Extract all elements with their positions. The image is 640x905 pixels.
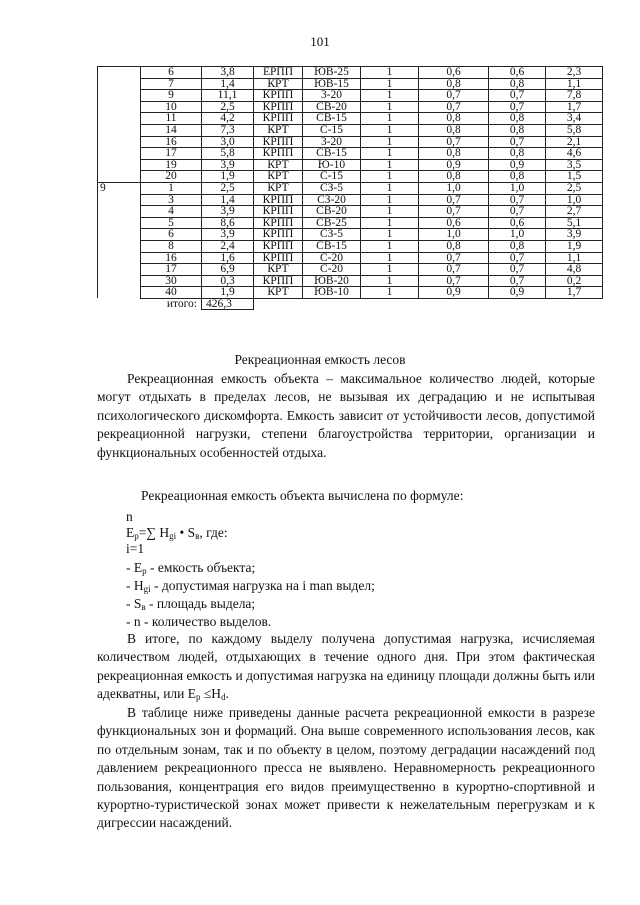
table-cell: 3-20 [303,90,361,102]
table-cell: 0,7 [489,206,546,218]
table-cell: КРТ [254,287,303,299]
table-cell: 1,7 [546,101,603,113]
table-cell: 1,5 [546,171,603,183]
table-cell: КРПП [254,101,303,113]
table-row [98,206,603,218]
table-cell: 2,5 [202,182,254,194]
table-cell: 1 [361,113,419,125]
table-cell: 11,1 [202,90,254,102]
table-row [98,113,603,125]
table-cell: 0,8 [489,78,546,90]
table-cell: С-15 [303,171,361,183]
table-cell: 0,8 [419,78,489,90]
table-cell: 3-20 [303,136,361,148]
table-cell: 0,6 [489,67,546,79]
table-cell: 4,6 [546,148,603,160]
table-cell-group [98,78,141,90]
table-cell: 17 [141,264,202,276]
table-cell: 1 [361,194,419,206]
table-cell: 5 [141,217,202,229]
table-cell: 1 [361,136,419,148]
definition-item: - $Н_{gi}$ - допустимая нагрузка на i man выдел; [126,578,375,594]
formula-intro: Рекреационная емкость объекта вычислена по формуле: [141,488,464,503]
table-row [98,148,603,160]
table-cell: 4 [141,206,202,218]
table-cell: 1 [361,148,419,160]
table-cell: 3,4 [546,113,603,125]
table-cell-group [98,264,141,276]
table-cell: 3,9 [546,229,603,241]
table-cell: 4,2 [202,113,254,125]
table-row [98,78,603,90]
table-cell-group [98,113,141,125]
table-cell: СВ-15 [303,148,361,160]
table-cell: 40 [141,287,202,299]
table-cell: 14 [141,124,202,136]
table-cell-group [98,124,141,136]
table-cell: 6,9 [202,264,254,276]
table-cell: 16 [141,252,202,264]
table-cell-group [98,217,141,229]
table-cell: 1 [361,287,419,299]
table-cell: 0,9 [419,287,489,299]
table-cell: 3,9 [202,159,254,171]
table-cell: С-20 [303,264,361,276]
formula-expression: $Е_р=\sum$ $Н_{gi}$ • $S_в$, где: [126,525,228,541]
table-cell: КРТ [254,159,303,171]
table-cell: КРТ [254,264,303,276]
table-cell: 3 [141,194,202,206]
table-cell: 1 [361,275,419,287]
table-cell: 1 [361,240,419,252]
table-cell: 3,9 [202,229,254,241]
table-cell: 2,3 [546,67,603,79]
table-cell-group [98,148,141,160]
table-cell: 1 [141,182,202,194]
table-cell: 1 [361,217,419,229]
table-cell: 0,7 [489,101,546,113]
table-cell: 6 [141,67,202,79]
table-cell: 1 [361,264,419,276]
table-cell: 0,7 [489,252,546,264]
table-cell: 0,7 [419,264,489,276]
table-cell: 1,9 [202,287,254,299]
table-row [98,67,603,79]
definition-item: - $S_в$ - площадь выдела; [126,596,256,612]
paragraph-result: В итоге, по каждому выделу получена допустимая нагрузка, исчисляемая количеством людей, отдыхающих в течение одного дня. При этом фактическая рекреационная емкость и допустимая нагрузка на единицу площади должны быть или адекватны, или $Е_р \le Н_d$. [97,631,595,703]
table-total-row [98,298,603,310]
paragraph-table-note: В таблице ниже приведены данные расчета рекреационной емкости в разрезе функциональных зон и формаций. Она выше современного использования лесов, как по отдельным зонам, так и по объекту в целом, поэтому деградации насаждений под давлением рекреационного пресса не выявлено. Неравномерность рекреационного пользования, концентрация его видов преимущественно в курортно-спортивной и курортно-туристической зонах может привести к нежелательным перегрузкам и к дигрессии насаждений. [97,705,595,831]
table-cell: 1,0 [489,229,546,241]
table-cell: 0,8 [489,124,546,136]
table-cell: 3,8 [202,67,254,79]
table-cell-group [98,194,141,206]
table-cell: 5,1 [546,217,603,229]
table-cell: 0,8 [419,171,489,183]
table-cell: 2,1 [546,136,603,148]
table-cell: ЮВ-20 [303,275,361,287]
table-cell: 0,7 [489,275,546,287]
table-cell: 1 [361,124,419,136]
table-row [98,182,603,194]
table-cell: 1 [361,182,419,194]
table-cell: 0,9 [489,287,546,299]
table-cell: СЗ-5 [303,182,361,194]
table-cell: КРТ [254,171,303,183]
table-cell: 0,7 [489,90,546,102]
table-row [98,217,603,229]
table-cell: 1 [361,252,419,264]
table-cell-group: 9 [98,182,141,194]
table-row [98,90,603,102]
table-cell-group [98,240,141,252]
table-cell: 1,9 [546,240,603,252]
table-cell: 0,8 [489,148,546,160]
table-cell: 1 [361,67,419,79]
table-cell-group [98,229,141,241]
table-cell: КРПП [254,206,303,218]
table-cell: 0,8 [489,171,546,183]
table-cell: 20 [141,171,202,183]
table-cell: СВ-15 [303,240,361,252]
table-cell: 1 [361,78,419,90]
table-cell: КРТ [254,78,303,90]
table-cell: 17 [141,148,202,160]
table-cell: 19 [141,159,202,171]
table-cell: 8,6 [202,217,254,229]
table-cell: 2,5 [202,101,254,113]
table-cell: 0,7 [419,252,489,264]
table-cell: 0,6 [419,67,489,79]
definition-item: - n - количество выделов. [126,614,272,629]
table-cell: КРПП [254,113,303,125]
table-cell: КРПП [254,252,303,264]
table-cell: 16 [141,136,202,148]
table-cell: 6 [141,229,202,241]
table-cell: ЕРПП [254,67,303,79]
table-cell: КРПП [254,229,303,241]
table-cell-group [98,159,141,171]
table-row [98,194,603,206]
table-cell: 0,8 [489,113,546,125]
table-row [98,136,603,148]
page-number: 101 [310,34,330,49]
table-cell: СВ-20 [303,101,361,113]
table-row [98,124,603,136]
table-cell-group [98,275,141,287]
table-cell: КРПП [254,90,303,102]
table-cell: 0,8 [489,240,546,252]
table-cell: 3,5 [546,159,603,171]
paragraph-definition: Рекреационная емкость объекта – максимальное количество людей, которые могут отдыхать в пределах лесов, не вызывая их деградацию и не испытывая психологического дискомфорта. Емкость зависит от устойчивости лесов, допустимой рекреационной нагрузки, степени благоустройства территории, организации и функциональных особенностей отдыха. [97,371,595,460]
table-cell: ЮВ-10 [303,287,361,299]
table-cell: 0,6 [489,217,546,229]
table-cell: КРПП [254,275,303,287]
table-cell: 0,9 [489,159,546,171]
table-cell: 0,7 [489,136,546,148]
table-cell: СВ-25 [303,217,361,229]
formula-upper-limit: n [126,509,133,524]
table-cell: 0,9 [419,159,489,171]
table-cell: 0,7 [419,206,489,218]
data-table [97,66,603,310]
table-cell: 1,0 [546,194,603,206]
table-cell: 1 [361,159,419,171]
table-cell-group [98,136,141,148]
table-cell: СЗ-20 [303,194,361,206]
table-cell-group [98,171,141,183]
table-row [98,264,603,276]
table-cell: 2,5 [546,182,603,194]
table-cell: КРПП [254,217,303,229]
table-cell-group [98,101,141,113]
table-cell: 1,6 [202,252,254,264]
table-cell: 1,9 [202,171,254,183]
table-cell: 0,7 [419,90,489,102]
section-heading: Рекреационная емкость лесов [234,352,406,367]
table-cell-group [98,90,141,102]
table-cell: 1 [361,171,419,183]
table-cell: КРПП [254,136,303,148]
table-cell: 1,4 [202,78,254,90]
formula-lower-limit: i=1 [126,541,145,556]
table-cell: 1,0 [419,182,489,194]
table-cell: 1,4 [202,194,254,206]
table-cell: 0,8 [419,240,489,252]
table-cell: 7,8 [546,90,603,102]
table-cell: 3,9 [202,206,254,218]
table-cell: 7,3 [202,124,254,136]
table-cell: 7 [141,78,202,90]
table-cell: КРПП [254,148,303,160]
table-cell: 0,7 [419,136,489,148]
table-row [98,240,603,252]
total-value: 426,3 [202,298,254,310]
table-cell: 1 [361,90,419,102]
table-row [98,252,603,264]
table-cell: КРПП [254,194,303,206]
table-row [98,229,603,241]
table-cell: 0,3 [202,275,254,287]
table-cell-group [98,206,141,218]
table-cell-group [98,67,141,79]
table-cell: 1 [361,101,419,113]
table-cell: 0,8 [419,124,489,136]
table-cell: 1,7 [546,287,603,299]
table-cell: КРПП [254,240,303,252]
table-cell: 0,7 [419,194,489,206]
table-cell: 4,8 [546,264,603,276]
table-cell: 5,8 [546,124,603,136]
table-cell: 0,7 [489,194,546,206]
table-cell: 0,7 [489,264,546,276]
table-cell: 30 [141,275,202,287]
definition-item: - $Е_р$ - емкость объекта; [126,560,256,576]
table-cell: 8 [141,240,202,252]
table-cell: 2,7 [546,206,603,218]
table-cell: 0,6 [419,217,489,229]
table-cell: 1,0 [489,182,546,194]
table-cell: СЗ-5 [303,229,361,241]
table-cell: ЮВ-15 [303,78,361,90]
table-cell: 1 [361,206,419,218]
table-cell: 10 [141,101,202,113]
table-row [98,171,603,183]
table-cell: 3,0 [202,136,254,148]
table-row [98,101,603,113]
table-cell: 5,8 [202,148,254,160]
table-cell: Ю-10 [303,159,361,171]
table-row [98,275,603,287]
table-cell: 0,7 [419,275,489,287]
table-cell-group [98,252,141,264]
table-cell: 0,7 [419,101,489,113]
table-cell: 11 [141,113,202,125]
table-cell: СВ-15 [303,113,361,125]
table-cell: 1,1 [546,252,603,264]
total-label: итого: [166,298,197,311]
table-row [98,159,603,171]
table-cell: ЮВ-25 [303,67,361,79]
table-cell: КРТ [254,182,303,194]
table-cell: С-20 [303,252,361,264]
table-cell: КРТ [254,124,303,136]
table-cell-group [98,287,141,299]
table-cell: 1,0 [419,229,489,241]
table-cell: 9 [141,90,202,102]
table-cell: 0,2 [546,275,603,287]
table-cell: СВ-20 [303,206,361,218]
table-cell: С-15 [303,124,361,136]
table-cell: 0,8 [419,148,489,160]
table-cell: 0,8 [419,113,489,125]
table-cell: 1 [361,229,419,241]
table-cell: 2,4 [202,240,254,252]
table-cell: 1,1 [546,78,603,90]
table-row [98,287,603,299]
